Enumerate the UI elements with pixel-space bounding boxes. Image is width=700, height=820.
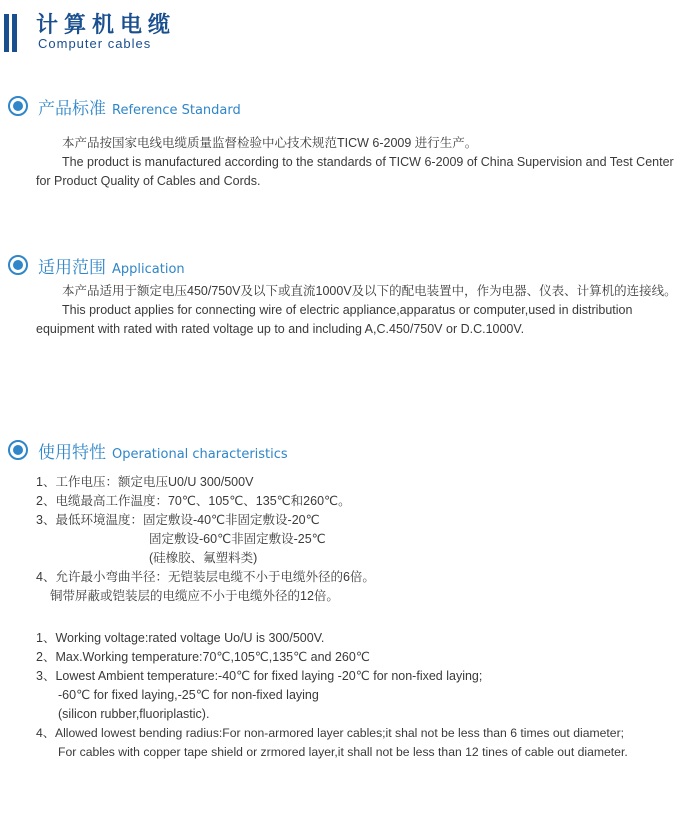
circle-bullet-icon	[8, 255, 28, 275]
header-accent-bar	[4, 14, 9, 52]
list-item: -60℃ for fixed laying,-25℃ for non-fixed laying	[58, 688, 319, 702]
section-header-reference-standard	[8, 94, 698, 120]
list-item: 3、Lowest Ambient temperature:-40℃ for fixed laying -20℃ for non-fixed laying;	[36, 669, 483, 683]
paragraph-cn: 本产品按国家电线电缆质量监督检验中心技术规范TICW 6-2009 进行生产。	[62, 136, 478, 150]
list-item: 4、Allowed lowest bending radius:For non-armored layer cables;it shal not be less than 6 times out diameter;	[36, 726, 625, 740]
circle-bullet-icon	[8, 440, 28, 460]
section-title-cn: 使用特性	[38, 443, 106, 463]
characteristics-en-list	[36, 629, 696, 762]
section-title-en: Application	[112, 262, 185, 277]
list-item: 1、Working voltage:rated voltage Uo/U is 300/500V.	[36, 631, 325, 645]
list-item: 4、允许最小弯曲半径：无铠装层电缆不小于电缆外径的6倍。	[36, 570, 375, 584]
paragraph-cn: 本产品适用于额定电压450/750V及以下或直流1000V及以下的配电装置中，作为电器、仪表、计算机的连接线。	[62, 284, 677, 298]
section-title-en: Operational characteristics	[112, 447, 288, 462]
paragraph-en: This product applies for connecting wire of electric appliance,apparatus or computer,used in distribution equipment with rated with rated voltage up to and including A,C.450/750V or D.C.1000V.	[36, 303, 633, 336]
section-title-cn: 适用范围	[38, 258, 106, 278]
list-item: (silicon rubber,fluoriplastic).	[58, 707, 210, 721]
section-title-en: Reference Standard	[112, 103, 241, 118]
page-title: 计算机电缆	[36, 13, 177, 38]
list-item: 2、电缆最高工作温度：70℃、105℃、135℃和260℃。	[36, 494, 351, 508]
list-item: For cables with copper tape shield or zrmored layer,it shall not be less than 12 tines of cable out diameter.	[58, 745, 628, 759]
circle-bullet-icon	[8, 96, 28, 116]
section-header-application	[8, 253, 698, 279]
section-body	[36, 282, 686, 339]
section-body	[36, 134, 686, 191]
list-item: 2、Max.Working temperature:70℃,105℃,135℃ and 260℃	[36, 650, 370, 664]
section-header-operational-characteristics	[8, 438, 698, 464]
page-subtitle: Computer cables	[38, 36, 152, 51]
header-accent-bar	[12, 14, 17, 52]
list-item: 3、最低环境温度：固定敷设-40℃非固定敷设-20℃	[36, 513, 320, 527]
list-item: 铜带屏蔽或铠装层的电缆应不小于电缆外径的12倍。	[50, 589, 339, 603]
characteristics-cn-list	[36, 473, 686, 606]
list-item: 1、工作电压：额定电压U0/U 300/500V	[36, 475, 254, 489]
paragraph-en: The product is manufactured according to the standards of TICW 6-2009 of China Supervision and Test Center for Product Quality of Cables and Cords.	[36, 155, 674, 188]
list-item: 固定敷设-60℃非固定敷设-25℃	[149, 532, 326, 546]
page-header	[0, 6, 700, 50]
list-item: (硅橡胶、氟塑料类)	[149, 551, 258, 565]
section-title-cn: 产品标准	[38, 99, 106, 119]
